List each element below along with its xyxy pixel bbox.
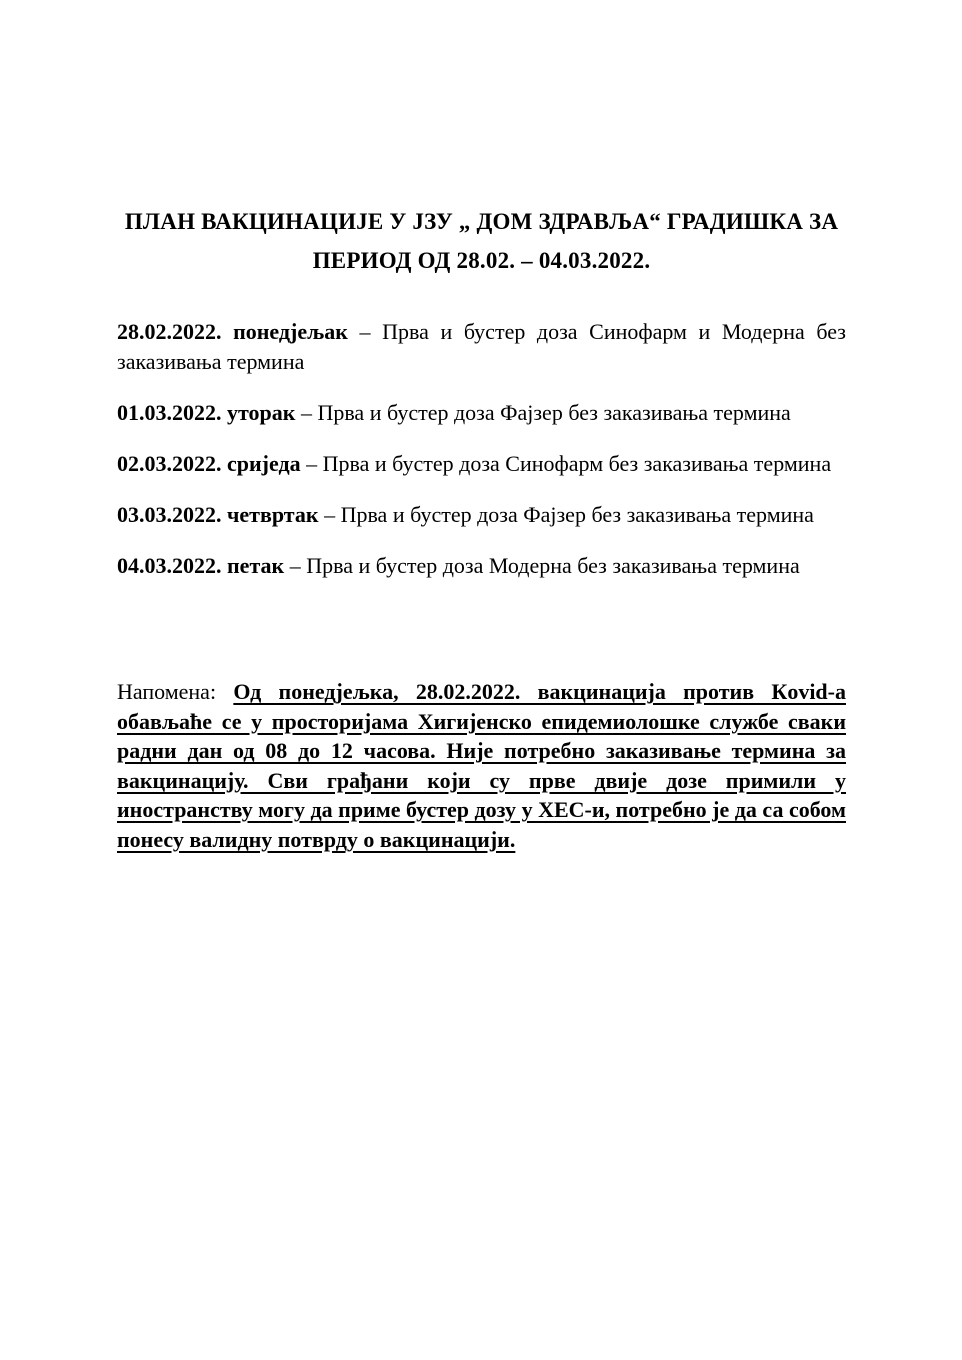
schedule-text: Прва и бустер доза Модерна без заказивања термина bbox=[306, 553, 800, 578]
schedule-separator: – bbox=[300, 451, 323, 476]
note-paragraph bbox=[117, 677, 846, 854]
schedule-entry-wednesday bbox=[117, 449, 846, 479]
schedule-text: Прва и бустер доза Фајзер без заказивања термина bbox=[340, 502, 814, 527]
schedule-date: 02.03.2022. сриједа bbox=[117, 451, 301, 476]
schedule-entry-thursday bbox=[117, 500, 846, 530]
schedule-text: Прва и бустер доза Фајзер без заказивања термина bbox=[317, 400, 791, 425]
title-line-1: ПЛАН ВАКЦИНАЦИЈЕ У ЈЗУ „ ДОМ ЗДРАВЉА“ ГРАДИШКА ЗА bbox=[124, 209, 839, 234]
schedule-date: 04.03.2022. петак bbox=[117, 553, 285, 578]
schedule-date: 03.03.2022. четвртак bbox=[117, 502, 319, 527]
document-title bbox=[117, 202, 846, 280]
schedule-text: Прва и бустер доза Синофарм без заказивања термина bbox=[322, 451, 832, 476]
title-line-2: ПЕРИОД ОД 28.02. – 04.03.2022. bbox=[312, 248, 651, 273]
schedule-separator: – bbox=[318, 502, 341, 527]
schedule-date: 28.02.2022. понедјељак bbox=[117, 319, 348, 344]
schedule-entry-monday bbox=[117, 317, 846, 377]
note-label: Напомена: bbox=[117, 679, 217, 704]
schedule-separator: – bbox=[284, 553, 307, 578]
schedule-entry-tuesday bbox=[117, 398, 846, 428]
note-text: Од понедјељка, 28.02.2022. вакцинација против Кovid-a обављаће се у просторијама Хигијенско епидемиолошке службе сваки радни дан од 08 до 12 часова. Није потребно заказивање термина за вакцинацију. Сви грађани који су прве двије дозе примили у иностранству могу да приме бустер дозу у ХЕС-и, потребно је да са собом понесу валидну потврду о вакцинацији. bbox=[117, 679, 846, 852]
schedule-date: 01.03.2022. уторак bbox=[117, 400, 296, 425]
schedule-separator: – bbox=[347, 319, 383, 344]
schedule-separator: – bbox=[295, 400, 318, 425]
schedule-entry-friday bbox=[117, 551, 846, 581]
schedule-text: Прва и бустер доза Синофарм и Модерна без заказивања термина bbox=[117, 319, 846, 374]
